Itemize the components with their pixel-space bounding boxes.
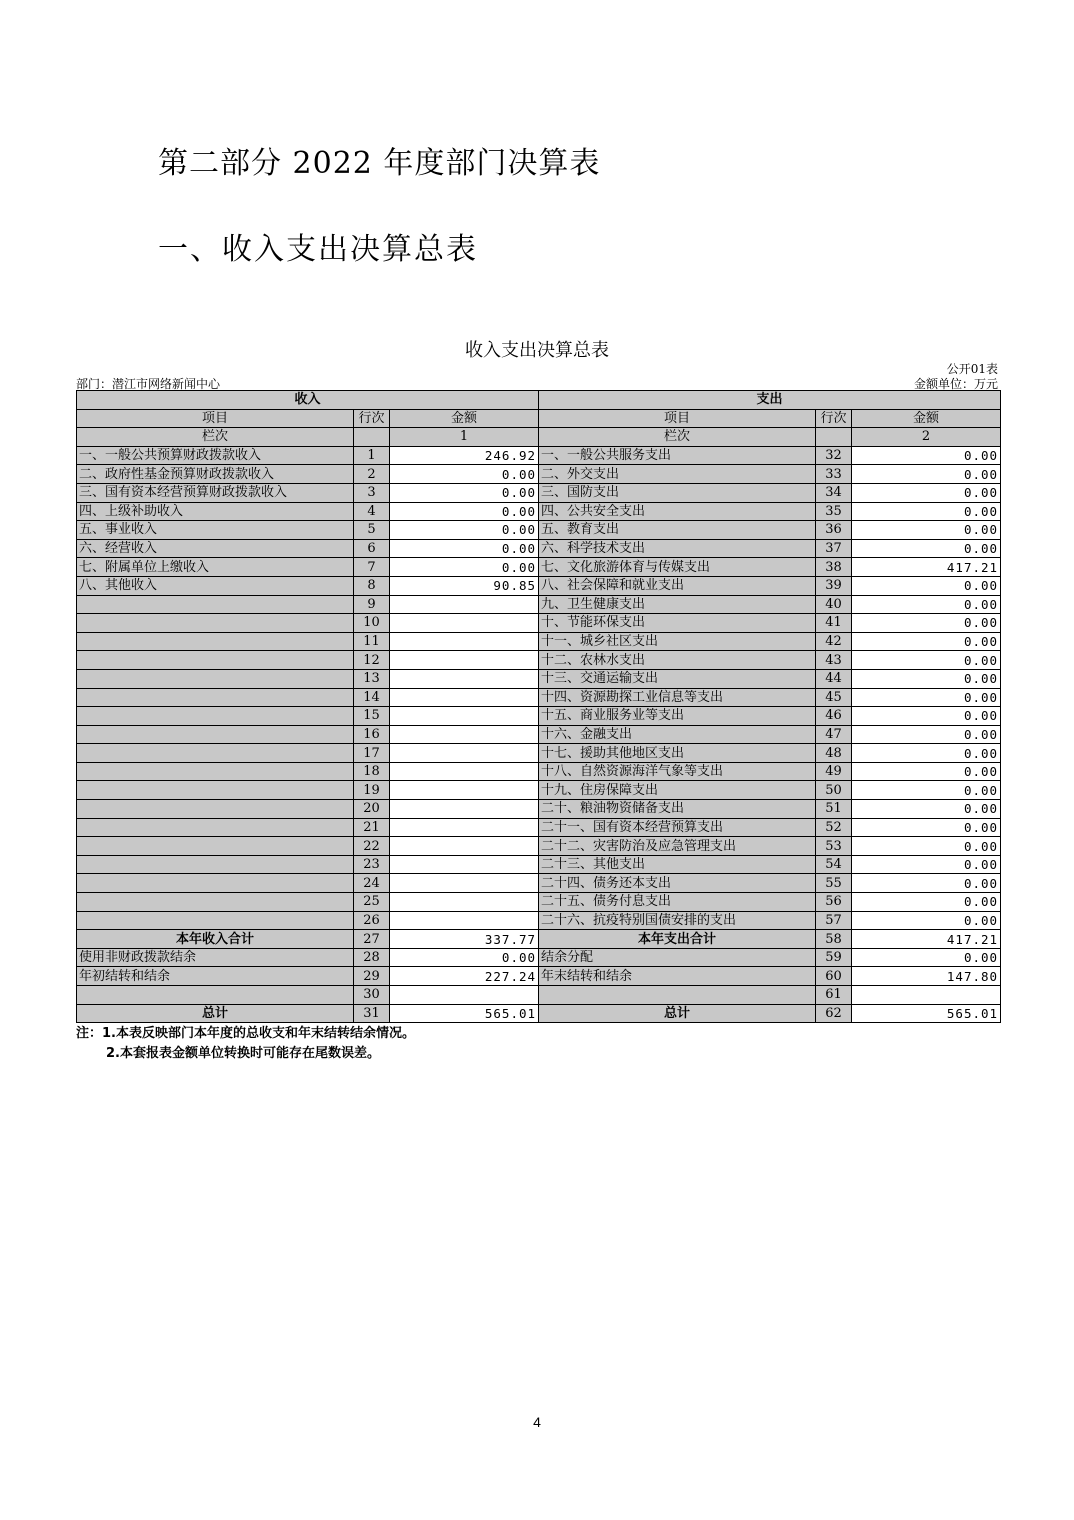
income-amount	[390, 800, 539, 819]
expense-item: 四、公共安全支出	[539, 502, 816, 521]
table-row	[77, 707, 1001, 726]
expense-amount: 0.00	[852, 874, 1001, 893]
expense-amount: 0.00	[852, 781, 1001, 800]
expense-amount: 0.00	[852, 893, 1001, 912]
expense-row-no: 33	[816, 465, 852, 484]
expense-row-no: 40	[816, 595, 852, 614]
expense-amount: 0.00	[852, 651, 1001, 670]
expense-item: 十五、商业服务业等支出	[539, 707, 816, 726]
income-item	[77, 707, 354, 726]
income-amount: 0.00	[390, 502, 539, 521]
expense-item	[539, 986, 816, 1005]
expense-item: 十、节能环保支出	[539, 614, 816, 633]
income-row-no: 16	[354, 725, 390, 744]
unit-label: 金额单位：万元	[913, 377, 998, 391]
expense-row-no: 59	[816, 948, 852, 967]
income-column-no: 1	[390, 428, 539, 447]
table-row	[77, 521, 1001, 540]
header-row-main	[77, 391, 1001, 410]
income-amount: 337.77	[390, 930, 539, 949]
expense-amount: 0.00	[852, 911, 1001, 930]
expense-amount: 0.00	[852, 595, 1001, 614]
expense-amount: 0.00	[852, 744, 1001, 763]
expense-item: 本年支出合计	[539, 930, 816, 949]
income-row-no: 21	[354, 818, 390, 837]
income-row-no: 1	[354, 446, 390, 465]
expense-row-no: 53	[816, 837, 852, 856]
income-item: 七、附属单位上缴收入	[77, 558, 354, 577]
expense-rowno-header: 行次	[816, 409, 852, 428]
department-label: 部门：潜江市网络新闻中心	[76, 377, 221, 391]
expense-item: 七、文化旅游体育与传媒支出	[539, 558, 816, 577]
income-amount	[390, 632, 539, 651]
table-notes	[76, 1024, 415, 1064]
income-amount: 565.01	[390, 1004, 539, 1023]
expense-item: 九、卫生健康支出	[539, 595, 816, 614]
income-row-no: 28	[354, 948, 390, 967]
expense-row-no: 52	[816, 818, 852, 837]
income-amount	[390, 595, 539, 614]
expense-item: 三、国防支出	[539, 483, 816, 502]
income-row-no: 22	[354, 837, 390, 856]
income-row-no: 6	[354, 539, 390, 558]
table-row	[77, 614, 1001, 633]
income-item: 使用非财政拨款结余	[77, 948, 354, 967]
expense-item: 一、一般公共服务支出	[539, 446, 816, 465]
income-column-label: 栏次	[77, 428, 354, 447]
expense-item: 十四、资源勘探工业信息等支出	[539, 688, 816, 707]
income-amount: 0.00	[390, 465, 539, 484]
table-row	[77, 539, 1001, 558]
expense-row-no: 42	[816, 632, 852, 651]
expense-row-no: 45	[816, 688, 852, 707]
expense-item: 结余分配	[539, 948, 816, 967]
income-row-no: 3	[354, 483, 390, 502]
expense-item: 十二、农林水支出	[539, 651, 816, 670]
table-title: 收入支出决算总表	[465, 340, 609, 361]
income-row-no: 8	[354, 576, 390, 595]
income-amount	[390, 781, 539, 800]
income-item	[77, 874, 354, 893]
expense-amount: 417.21	[852, 930, 1001, 949]
income-item	[77, 781, 354, 800]
table-row	[77, 893, 1001, 912]
table-row	[77, 595, 1001, 614]
income-row-no: 27	[354, 930, 390, 949]
expense-amount: 0.00	[852, 614, 1001, 633]
income-item: 三、国有资本经营预算财政拨款收入	[77, 483, 354, 502]
expense-row-no: 57	[816, 911, 852, 930]
income-column-blank	[354, 428, 390, 447]
expense-amount: 0.00	[852, 707, 1001, 726]
expense-amount: 0.00	[852, 855, 1001, 874]
expense-item: 十一、城乡社区支出	[539, 632, 816, 651]
income-amount	[390, 893, 539, 912]
income-row-no: 2	[354, 465, 390, 484]
expense-row-no: 37	[816, 539, 852, 558]
income-amount	[390, 818, 539, 837]
note-1: 注：1.本表反映部门本年度的总收支和年末结转结余情况。	[76, 1026, 415, 1041]
income-item	[77, 893, 354, 912]
table-row	[77, 632, 1001, 651]
expense-row-no: 62	[816, 1004, 852, 1023]
table-row	[77, 446, 1001, 465]
expense-row-no: 50	[816, 781, 852, 800]
expense-amount: 0.00	[852, 837, 1001, 856]
income-amount	[390, 837, 539, 856]
income-item	[77, 911, 354, 930]
expense-item: 二、外交支出	[539, 465, 816, 484]
expense-item-header: 项目	[539, 409, 816, 428]
income-amount	[390, 874, 539, 893]
income-amount	[390, 911, 539, 930]
income-amount	[390, 651, 539, 670]
expense-item: 八、社会保障和就业支出	[539, 576, 816, 595]
expense-item: 十三、交通运输支出	[539, 669, 816, 688]
expense-amount: 0.00	[852, 465, 1001, 484]
income-expense-table	[76, 390, 1001, 1023]
expense-amount: 0.00	[852, 725, 1001, 744]
expense-item: 六、科学技术支出	[539, 539, 816, 558]
income-amount	[390, 855, 539, 874]
income-row-no: 11	[354, 632, 390, 651]
table-code: 公开01表	[946, 362, 998, 376]
income-row-no: 5	[354, 521, 390, 540]
income-header: 收入	[77, 391, 539, 410]
income-item	[77, 837, 354, 856]
header-row-columns	[77, 409, 1001, 428]
income-item: 六、经营收入	[77, 539, 354, 558]
grand-total-row	[77, 1004, 1001, 1023]
expense-column-blank	[816, 428, 852, 447]
expense-item: 十八、自然资源海洋气象等支出	[539, 762, 816, 781]
expense-row-no: 44	[816, 669, 852, 688]
income-amount	[390, 744, 539, 763]
income-item	[77, 651, 354, 670]
income-amount	[390, 725, 539, 744]
expense-amount: 147.80	[852, 967, 1001, 986]
income-item	[77, 855, 354, 874]
table-row	[77, 874, 1001, 893]
income-item	[77, 669, 354, 688]
income-rowno-header: 行次	[354, 409, 390, 428]
expense-column-label: 栏次	[539, 428, 816, 447]
expense-amount	[852, 986, 1001, 1005]
income-amount: 246.92	[390, 446, 539, 465]
expense-row-no: 61	[816, 986, 852, 1005]
income-row-no: 10	[354, 614, 390, 633]
expense-amount: 0.00	[852, 800, 1001, 819]
year-total-row	[77, 930, 1001, 949]
income-item: 一、一般公共预算财政拨款收入	[77, 446, 354, 465]
expense-amount: 0.00	[852, 632, 1001, 651]
expense-amount: 0.00	[852, 576, 1001, 595]
income-item: 总计	[77, 1004, 354, 1023]
expense-row-no: 43	[816, 651, 852, 670]
expense-row-no: 48	[816, 744, 852, 763]
expense-row-no: 60	[816, 967, 852, 986]
table-row	[77, 762, 1001, 781]
table-row	[77, 465, 1001, 484]
expense-row-no: 32	[816, 446, 852, 465]
expense-row-no: 39	[816, 576, 852, 595]
income-row-no: 7	[354, 558, 390, 577]
income-item-header: 项目	[77, 409, 354, 428]
expense-amount: 0.00	[852, 539, 1001, 558]
expense-item: 二十一、国有资本经营预算支出	[539, 818, 816, 837]
table-row	[77, 967, 1001, 986]
income-item: 二、政府性基金预算财政拨款收入	[77, 465, 354, 484]
table-row	[77, 725, 1001, 744]
income-amount: 0.00	[390, 483, 539, 502]
table-row	[77, 837, 1001, 856]
expense-row-no: 46	[816, 707, 852, 726]
expense-amount: 0.00	[852, 446, 1001, 465]
income-item	[77, 744, 354, 763]
expense-row-no: 35	[816, 502, 852, 521]
income-row-no: 26	[354, 911, 390, 930]
income-amount	[390, 707, 539, 726]
expense-row-no: 36	[816, 521, 852, 540]
table-row	[77, 744, 1001, 763]
income-row-no: 4	[354, 502, 390, 521]
expense-item: 五、教育支出	[539, 521, 816, 540]
income-item	[77, 688, 354, 707]
income-item	[77, 614, 354, 633]
table-row	[77, 558, 1001, 577]
table-row	[77, 669, 1001, 688]
income-item	[77, 800, 354, 819]
income-item: 八、其他收入	[77, 576, 354, 595]
expense-item: 十九、住房保障支出	[539, 781, 816, 800]
expense-row-no: 34	[816, 483, 852, 502]
expense-row-no: 55	[816, 874, 852, 893]
expense-column-no: 2	[852, 428, 1001, 447]
income-item: 年初结转和结余	[77, 967, 354, 986]
table-row	[77, 688, 1001, 707]
expense-item: 二十二、灾害防治及应急管理支出	[539, 837, 816, 856]
income-item: 本年收入合计	[77, 930, 354, 949]
expense-row-no: 58	[816, 930, 852, 949]
income-row-no: 17	[354, 744, 390, 763]
table-row	[77, 781, 1001, 800]
expense-amount: 0.00	[852, 669, 1001, 688]
income-row-no: 14	[354, 688, 390, 707]
expense-item: 二十五、债务付息支出	[539, 893, 816, 912]
income-amount: 0.00	[390, 539, 539, 558]
table-row	[77, 948, 1001, 967]
table-row	[77, 818, 1001, 837]
page-number: 4	[533, 1414, 541, 1430]
note-2: 2.本套报表金额单位转换时可能存在尾数误差。	[106, 1046, 380, 1061]
expense-row-no: 56	[816, 893, 852, 912]
expense-item: 十七、援助其他地区支出	[539, 744, 816, 763]
expense-header: 支出	[539, 391, 1001, 410]
expense-item: 二十四、债务还本支出	[539, 874, 816, 893]
expense-amount: 0.00	[852, 483, 1001, 502]
income-amount: 0.00	[390, 521, 539, 540]
expense-item: 年末结转和结余	[539, 967, 816, 986]
expense-amount: 417.21	[852, 558, 1001, 577]
income-row-no: 20	[354, 800, 390, 819]
expense-item: 二十、粮油物资储备支出	[539, 800, 816, 819]
expense-amount: 565.01	[852, 1004, 1001, 1023]
income-amount: 0.00	[390, 558, 539, 577]
section-heading: 一、收入支出决算总表	[158, 232, 478, 267]
expense-amount: 0.00	[852, 948, 1001, 967]
expense-row-no: 41	[816, 614, 852, 633]
expense-amount: 0.00	[852, 521, 1001, 540]
expense-amount: 0.00	[852, 762, 1001, 781]
header-row-column-no	[77, 428, 1001, 447]
income-amount	[390, 669, 539, 688]
income-item: 四、上级补助收入	[77, 502, 354, 521]
income-row-no: 30	[354, 986, 390, 1005]
income-row-no: 25	[354, 893, 390, 912]
income-row-no: 18	[354, 762, 390, 781]
table-row	[77, 483, 1001, 502]
income-row-no: 24	[354, 874, 390, 893]
income-amount: 90.85	[390, 576, 539, 595]
income-row-no: 31	[354, 1004, 390, 1023]
expense-amount: 0.00	[852, 688, 1001, 707]
income-row-no: 29	[354, 967, 390, 986]
table-row	[77, 502, 1001, 521]
expense-row-no: 51	[816, 800, 852, 819]
income-row-no: 9	[354, 595, 390, 614]
expense-row-no: 38	[816, 558, 852, 577]
income-amount	[390, 762, 539, 781]
income-item	[77, 632, 354, 651]
table-row	[77, 651, 1001, 670]
income-amount: 0.00	[390, 948, 539, 967]
income-amount: 227.24	[390, 967, 539, 986]
income-amount	[390, 614, 539, 633]
table-row	[77, 800, 1001, 819]
expense-item: 二十三、其他支出	[539, 855, 816, 874]
income-item	[77, 762, 354, 781]
expense-row-no: 54	[816, 855, 852, 874]
income-row-no: 12	[354, 651, 390, 670]
income-item	[77, 595, 354, 614]
income-row-no: 13	[354, 669, 390, 688]
table-row	[77, 986, 1001, 1005]
table-row	[77, 576, 1001, 595]
table-row	[77, 855, 1001, 874]
expense-amount: 0.00	[852, 818, 1001, 837]
income-amount-header: 金额	[390, 409, 539, 428]
income-item: 五、事业收入	[77, 521, 354, 540]
part-heading: 第二部分 2022 年度部门决算表	[158, 146, 601, 181]
expense-amount-header: 金额	[852, 409, 1001, 428]
income-amount	[390, 688, 539, 707]
income-row-no: 15	[354, 707, 390, 726]
income-row-no: 23	[354, 855, 390, 874]
income-row-no: 19	[354, 781, 390, 800]
income-item	[77, 818, 354, 837]
income-item	[77, 986, 354, 1005]
income-amount	[390, 986, 539, 1005]
expense-item: 二十六、抗疫特别国债安排的支出	[539, 911, 816, 930]
expense-amount: 0.00	[852, 502, 1001, 521]
table-row	[77, 911, 1001, 930]
expense-item: 十六、金融支出	[539, 725, 816, 744]
expense-item: 总计	[539, 1004, 816, 1023]
income-item	[77, 725, 354, 744]
expense-row-no: 49	[816, 762, 852, 781]
expense-row-no: 47	[816, 725, 852, 744]
